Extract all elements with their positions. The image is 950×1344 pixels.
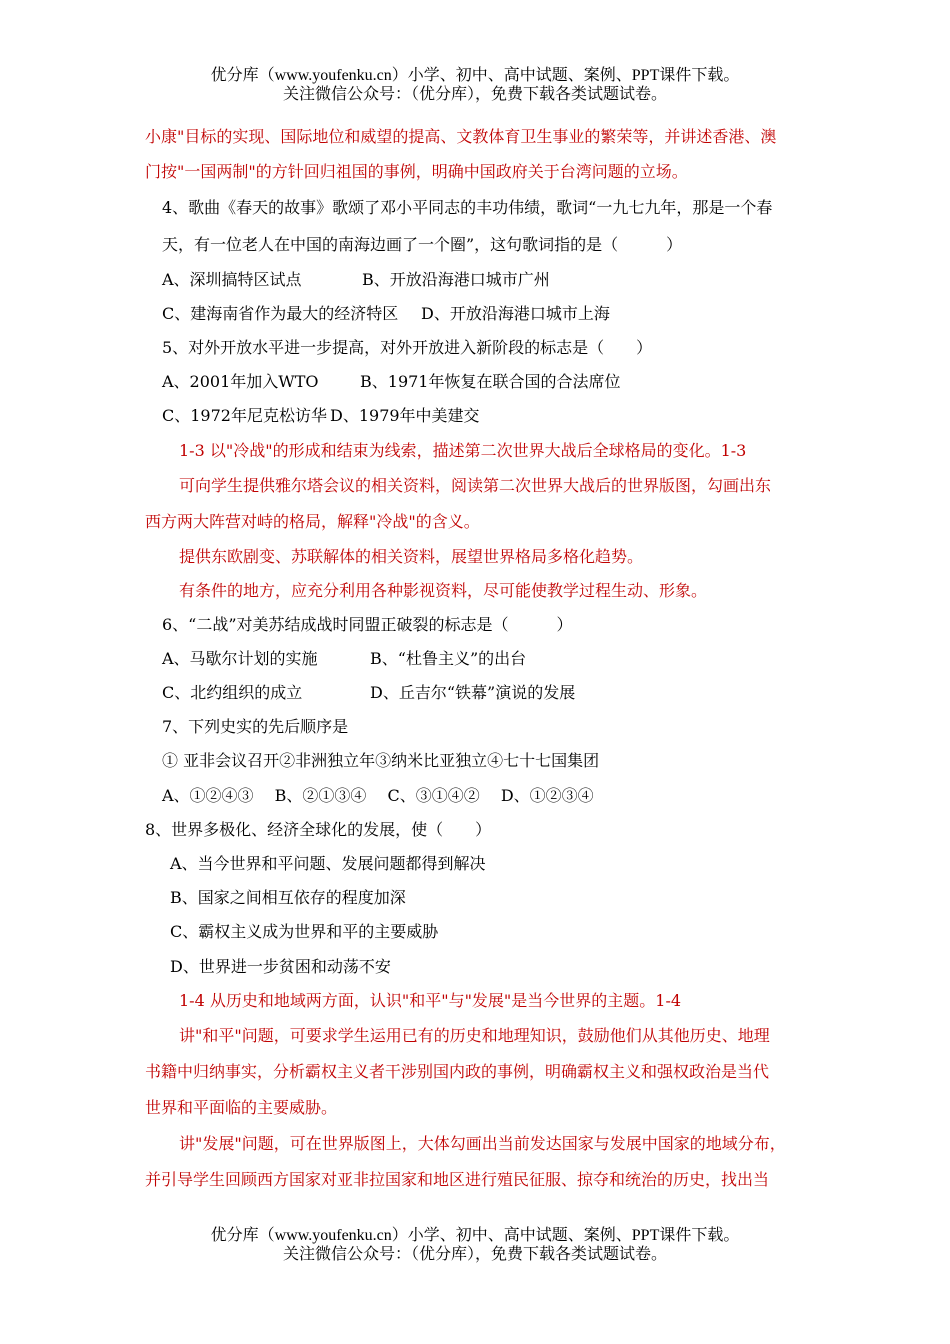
- question-6-option-d: D、丘吉尔“铁幕”演说的发展: [370, 683, 576, 702]
- page-footer-line-2: 关注微信公众号：（优分库），免费下载各类试题试卷。: [282, 1246, 667, 1263]
- question-6-option-b: B、“杜鲁主义”的出台: [370, 649, 527, 668]
- question-4-option-c: C、建海南省作为最大的经济特区: [162, 304, 399, 323]
- teaching-note-line: 讲"发展"问题，可在世界版图上，大体勾画出当前发达国家与发展中国家的地域分布，: [179, 1134, 786, 1153]
- question-8-option-d: D、世界进一步贫困和动荡不安: [170, 957, 391, 976]
- teaching-note-line: 世界和平面临的主要威胁。: [145, 1098, 338, 1117]
- question-4-stem: 天，有一位老人在中国的南海边画了一个圈”，这句歌词指的是（ ）: [162, 235, 683, 254]
- question-6-option-a: A、马歇尔计划的实施: [162, 649, 318, 668]
- question-8-option-a: A、当今世界和平问题、发展问题都得到解决: [170, 854, 486, 873]
- question-4-option-a: A、深圳搞特区试点: [162, 270, 302, 289]
- question-4-option-b: B、开放沿海港口城市广州: [362, 270, 550, 289]
- teaching-note-line: 书籍中归纳事实，分析霸权主义者干涉别国内政的事例，明确霸权主义和强权政治是当代: [145, 1062, 770, 1081]
- question-8-option-b: B、国家之间相互依存的程度加深: [170, 888, 406, 907]
- page-header-line-1: 优分库（www.youfenku.cn）小学、初中、高中试题、案例、PPT课件下载。: [210, 67, 740, 84]
- teaching-note-line: 小康"目标的实现、国际地位和威望的提高、文教体育卫生事业的繁荣等，并讲述香港、澳: [145, 127, 777, 146]
- teaching-note-line: 讲"和平"问题，可要求学生运用已有的历史和地理知识，鼓励他们从其他历史、地理: [179, 1026, 770, 1045]
- question-5-option-d: D、1979年中美建交: [330, 406, 480, 425]
- question-5-stem: 5、对外开放水平进一步提高，对外开放进入新阶段的标志是（ ）: [162, 338, 653, 357]
- question-7-stem: 7、下列史实的先后顺序是: [162, 717, 349, 736]
- teaching-note-line: 可向学生提供雅尔塔会议的相关资料，阅读第二次世界大战后的世界版图，勾画出东: [179, 476, 772, 495]
- question-5-option-a: A、2001年加入WTO: [162, 372, 319, 391]
- curriculum-standard-1-3: 1-3 以"冷战"的形成和结束为线索，描述第二次世界大战后全球格局的变化。1-3: [179, 441, 747, 460]
- question-8-option-c: C、霸权主义成为世界和平的主要威胁: [170, 922, 439, 941]
- teaching-note-line: 门按"一国两制"的方针回归祖国的事例，明确中国政府关于台湾问题的立场。: [145, 162, 688, 181]
- question-6-option-c: C、北约组织的成立: [162, 683, 303, 702]
- question-6-stem: 6、“二战”对美苏结成战时同盟正破裂的标志是（ ）: [162, 615, 573, 634]
- question-4-stem: 4、歌曲《春天的故事》歌颂了邓小平同志的丰功伟绩，歌词“一九七九年，那是一个春: [162, 198, 773, 217]
- teaching-note-line: 并引导学生回顾西方国家对亚非拉国家和地区进行殖民征服、掠夺和统治的历史，找出当: [145, 1170, 770, 1189]
- question-8-stem: 8、世界多极化、经济全球化的发展，使（ ）: [145, 820, 492, 839]
- question-7-options: A、①②④③ B、②①③④ C、③①④② D、①②③④: [162, 786, 594, 805]
- curriculum-standard-1-4: 1-4 从历史和地域两方面，认识"和平"与"发展"是当今世界的主题。1-4: [179, 991, 682, 1010]
- teaching-note-line: 提供东欧剧变、苏联解体的相关资料，展望世界格局多格化趋势。: [179, 547, 644, 566]
- teaching-note-line: 有条件的地方，应充分利用各种影视资料，尽可能使教学过程生动、形象。: [179, 581, 708, 600]
- question-7-items: ① 亚非会议召开②非洲独立年③纳米比亚独立④七十七国集团: [162, 751, 600, 770]
- question-5-option-c: C、1972年尼克松访华: [162, 406, 327, 425]
- question-5-option-b: B、1971年恢复在联合国的合法席位: [360, 372, 621, 391]
- teaching-note-line: 西方两大阵营对峙的格局，解释"冷战"的含义。: [145, 512, 480, 531]
- page-header-line-2: 关注微信公众号：（优分库），免费下载各类试题试卷。: [282, 86, 667, 103]
- page-footer-line-1: 优分库（www.youfenku.cn）小学、初中、高中试题、案例、PPT课件下载。: [210, 1227, 740, 1244]
- question-4-option-d: D、开放沿海港口城市上海: [421, 304, 610, 323]
